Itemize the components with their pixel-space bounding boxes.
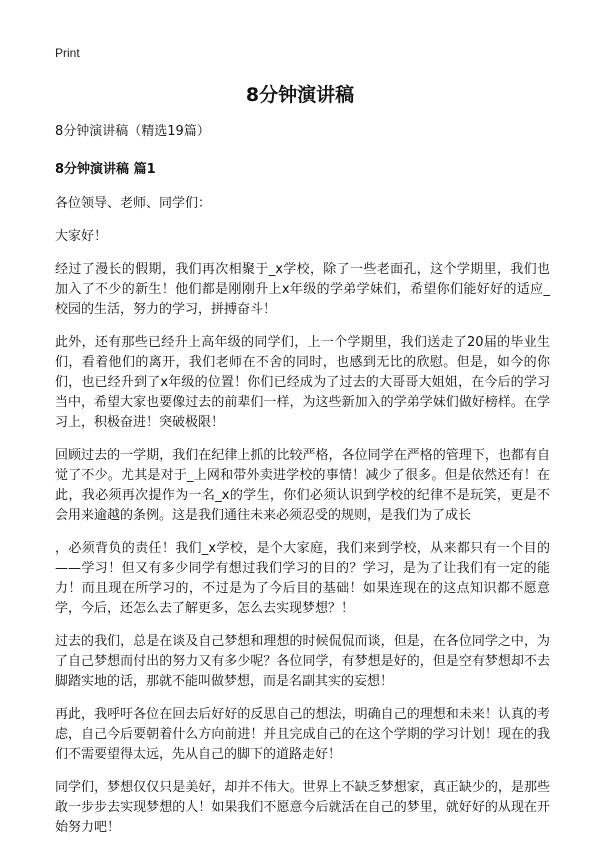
paragraph: 各位领导、老师、同学们： [55, 196, 212, 211]
paragraph: 同学们，梦想仅仅只是美好，却并不伟大。世界上不缺乏梦想家，真正缺少的，是那些敢一步步去实现梦想的人！如果我们不愿意今后就活在自己的梦里，就好好的从现在开始努力吧！ [55, 780, 550, 835]
paragraph: 经过了漫长的假期，我们再次相聚于_x学校，除了一些老面孔，这个学期里，我们也加入了不少的新生！他们都是刚刚升上x年级的学弟学妹们，希望你们能好好的适应_校园的生活，努力的学习，拼搏奋斗！ [55, 262, 550, 317]
paragraph: 回顾过去的一学期，我们在纪律上抓的比较严格，各位同学在严格的管理下，也都有自觉了不少。尤其是对于_上网和带外卖进学校的事情！减少了很多。但是依然还有！在此，我必须再次提作为一名_x的学生，你们必须认识到学校的纪律不是玩笑，更是不会用来逾越的条例。这是我们通往未来必须忍受的规则，是我们为了成长 [55, 448, 550, 523]
paragraph: 过去的我们，总是在谈及自己梦想和理想的时候侃侃而谈，但是，在各位同学之中，为了自己梦想而付出的努力又有多少呢？各位同学，有梦想是好的，但是空有梦想却不去脚踏实地的话，那就不能叫做梦想，而是名副其实的妄想！ [55, 634, 550, 689]
section-heading: 8分钟演讲稿 篇1 [55, 162, 156, 177]
page-title: 8分钟演讲稿 [245, 84, 355, 106]
paragraph: 再此，我呼吁各位在回去后好好的反思自己的想法，明确自己的理想和未来！认真的考虑，自己今后要朝着什么方向前进！并且完成自己的在这个学期的学习计划！现在的我们不需要望得太远，先从自己的脚下的道路走好！ [55, 707, 550, 762]
paragraph: 此外，还有那些已经升上高年级的同学们，上一个学期里，我们送走了20届的毕业生们，看着他们的离开，我们老师在不舍的同时，也感到无比的欣慰。但是，如今的你们，也已经升到了x年级的位置！你们已经成为了过去的大哥哥大姐姐，在今后的学习当中，希望大家也要像过去的前辈们一样，为这些新加入的学弟学妹们做好榜样。在学习上，积极奋进！突破极限！ [55, 335, 550, 430]
paragraph: 大家好！ [55, 229, 108, 244]
document-subtitle: 8分钟演讲稿（精选19篇） [55, 124, 210, 139]
document-body [55, 120, 550, 851]
print-label: Print [55, 46, 80, 60]
paragraph: ，必须背负的责任！我们_x学校，是个大家庭，我们来到学校，从来都只有一个目的——学习！但又有多少同学有想过我们学习的目的？学习，是为了让我们有一定的能力！而且现在所学习的，不过是为了今后目的基础！如果连现在的这点知识都不愿意学，今后，还怎么去了解更多，怎么去实现梦想？！ [55, 541, 550, 616]
